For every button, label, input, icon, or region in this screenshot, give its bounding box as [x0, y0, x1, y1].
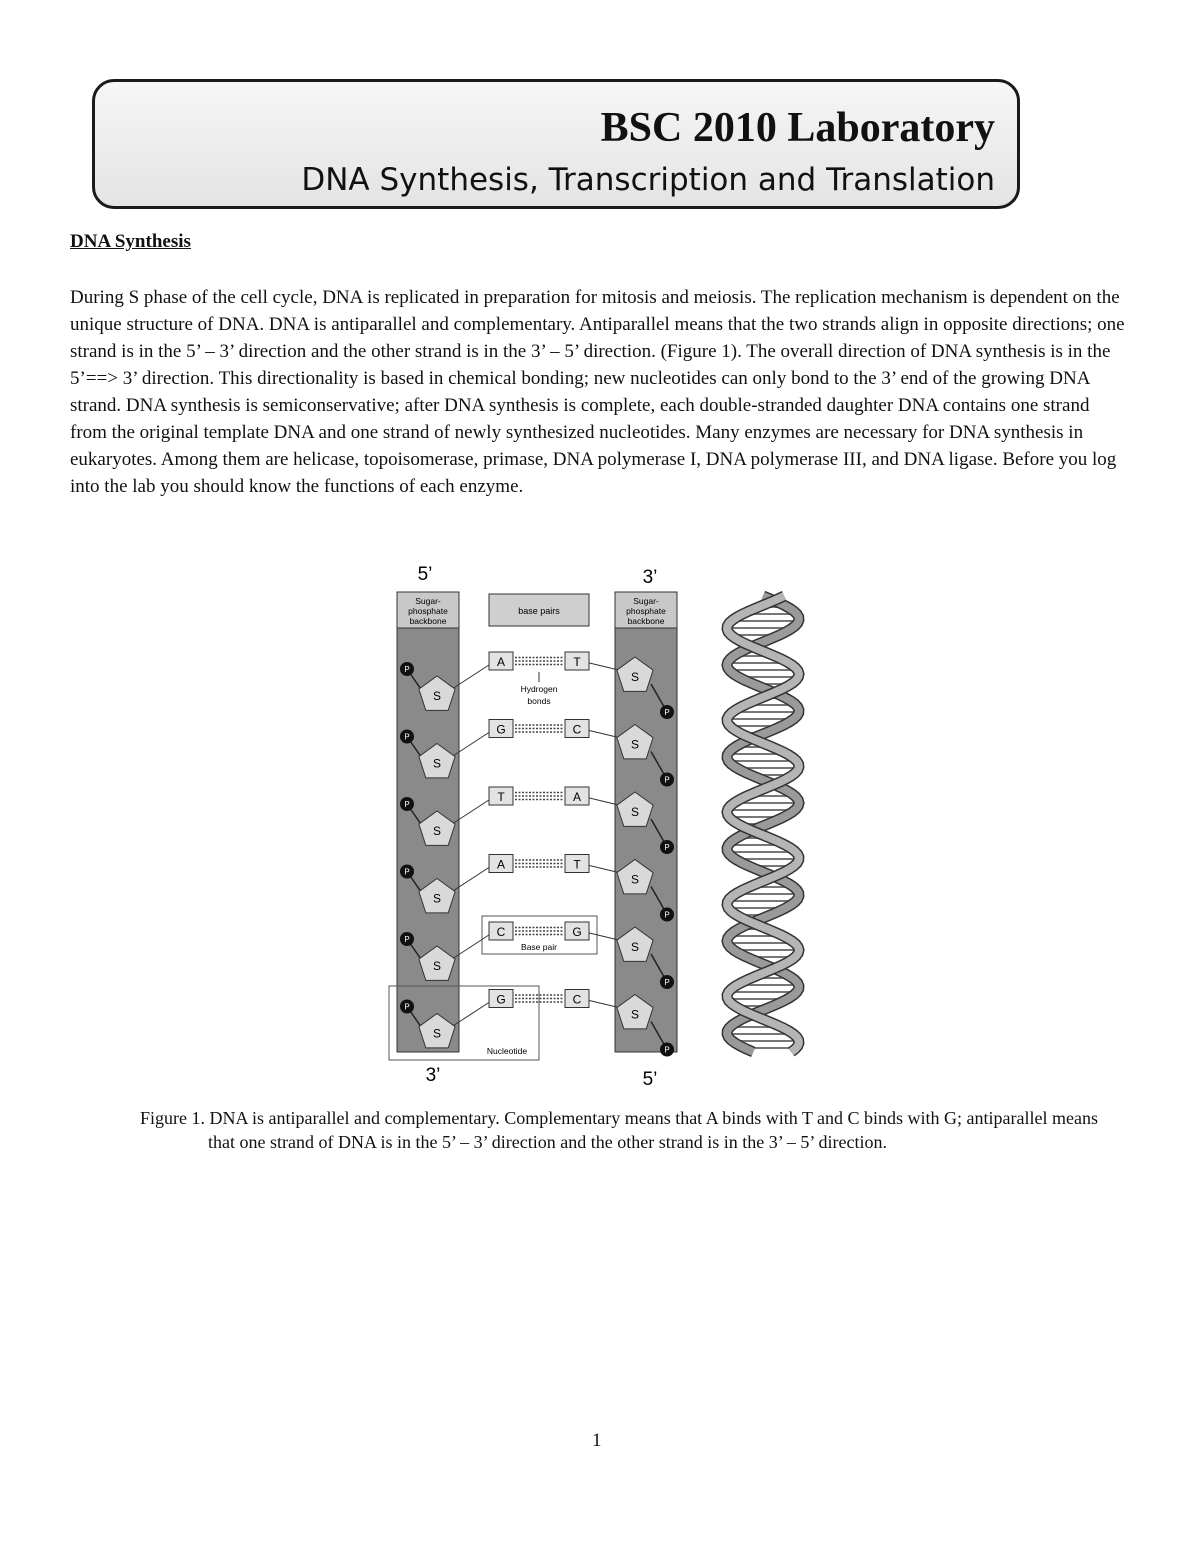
sugar-right-letter: S	[630, 737, 640, 752]
base-left-letter: G	[496, 992, 506, 1007]
base-left-letter: C	[496, 925, 506, 939]
phosphate-right-letter: P	[664, 1045, 670, 1055]
phosphate-right-letter: P	[664, 775, 670, 785]
sugar-left-letter: S	[432, 689, 442, 703]
sugar-right-letter: S	[630, 940, 640, 954]
sugar-left-letter: S	[432, 756, 442, 771]
sugar-right-letter: S	[630, 872, 640, 887]
base-right-letter: C	[572, 722, 582, 737]
base-right-letter: T	[573, 857, 581, 872]
phosphate-right-letter: P	[664, 843, 670, 852]
body-paragraph: During S phase of the cell cycle, DNA is replicated in preparation for mitosis and meiosis. The replication mechanism is dependent on the unique structure of DNA. DNA is antiparallel and complementary. Antiparallel means that the two strands align in opposite directions; one strand is in the 5’ – 3’ direction and the other strand is in the 3’ – 5’ direction. (Figure 1). The overall direction of DNA synthesis is in the 5’==> 3’ direction. This directionality is based in chemical bonding; new nucleotides can only bond to the 3’ end of the growing DNA strand. DNA synthesis is semiconservative; after DNA synthesis is complete, each double-stranded daughter DNA contains one strand from the original template DNA and one strand of newly synthesized nucleotides. Many enzymes are necessary for DNA synthesis in eukaryotes. Among them are helicase, topoisomerase, primase, DNA polymerase I, DNA polymerase III, and DNA ligase. Before you log into the lab you should know the functions of each enzyme.	[70, 287, 1125, 497]
page-number: 1	[592, 1430, 602, 1451]
phosphate-right-letter: P	[664, 910, 670, 920]
base-pairs-label: base pairs	[518, 606, 560, 616]
right-bottom-label: 5’	[642, 1069, 658, 1088]
base-right-letter: T	[573, 655, 581, 669]
phosphate-right-letter: P	[664, 978, 670, 987]
sugar-left-letter: S	[432, 1026, 442, 1041]
phosphate-left-letter: P	[404, 1002, 410, 1012]
header-subtitle: DNA Synthesis, Transcription and Translation	[301, 162, 995, 198]
left-backbone-label-3: backbone	[409, 616, 447, 626]
phosphate-left-letter: P	[404, 800, 410, 809]
right-backbone-label-2: phosphate	[626, 606, 666, 616]
header-title: BSC 2010 Laboratory	[600, 105, 995, 151]
left-backbone-label-2: phosphate	[408, 606, 448, 616]
base-left-letter: T	[497, 790, 505, 804]
dna-structure-diagram	[365, 558, 830, 1088]
base-pair-label: Base pair	[521, 942, 557, 952]
base-right-letter: G	[572, 925, 582, 939]
phosphate-left-letter: P	[404, 665, 410, 674]
hydrogen-bonds-label-2: bonds	[527, 696, 551, 706]
header-box	[92, 79, 1020, 209]
phosphate-left-letter: P	[404, 867, 410, 877]
phosphate-left-letter: P	[404, 935, 410, 944]
sugar-left-letter: S	[432, 891, 442, 906]
sugar-left-letter: S	[432, 824, 442, 838]
figure-caption: Figure 1. DNA is antiparallel and complementary. Complementary means that A binds with T and C binds with G; antiparallel means that one strand of DNA is in the 5’ – 3’ direction and the other strand is in the 3’ – 5’ direction.	[140, 1108, 1098, 1152]
right-backbone-label-1: Sugar-	[633, 596, 659, 606]
double-helix	[727, 596, 799, 1052]
right-top-label: 3’	[642, 567, 658, 588]
right-backbone-label-3: backbone	[627, 616, 665, 626]
sugar-right-letter: S	[630, 805, 640, 819]
base-left-letter: G	[496, 722, 506, 737]
base-right-letter: A	[572, 790, 582, 804]
left-top-label: 5’	[417, 564, 433, 585]
base-left-letter: A	[496, 655, 506, 669]
base-left-letter: A	[496, 857, 506, 872]
phosphate-left-letter: P	[404, 732, 410, 742]
left-bottom-label: 3’	[425, 1065, 441, 1086]
nucleotide-label: Nucleotide	[486, 1046, 528, 1056]
phosphate-right-letter: P	[664, 708, 670, 717]
hydrogen-bonds-label-1: Hydrogen	[520, 684, 558, 694]
base-right-letter: C	[572, 992, 582, 1007]
section-heading: DNA Synthesis	[70, 231, 191, 252]
sugar-right-letter: S	[630, 1007, 640, 1022]
sugar-left-letter: S	[432, 959, 442, 973]
dna-figure	[365, 558, 830, 1088]
sugar-right-letter: S	[630, 670, 640, 684]
left-backbone-label-1: Sugar-	[415, 596, 441, 606]
